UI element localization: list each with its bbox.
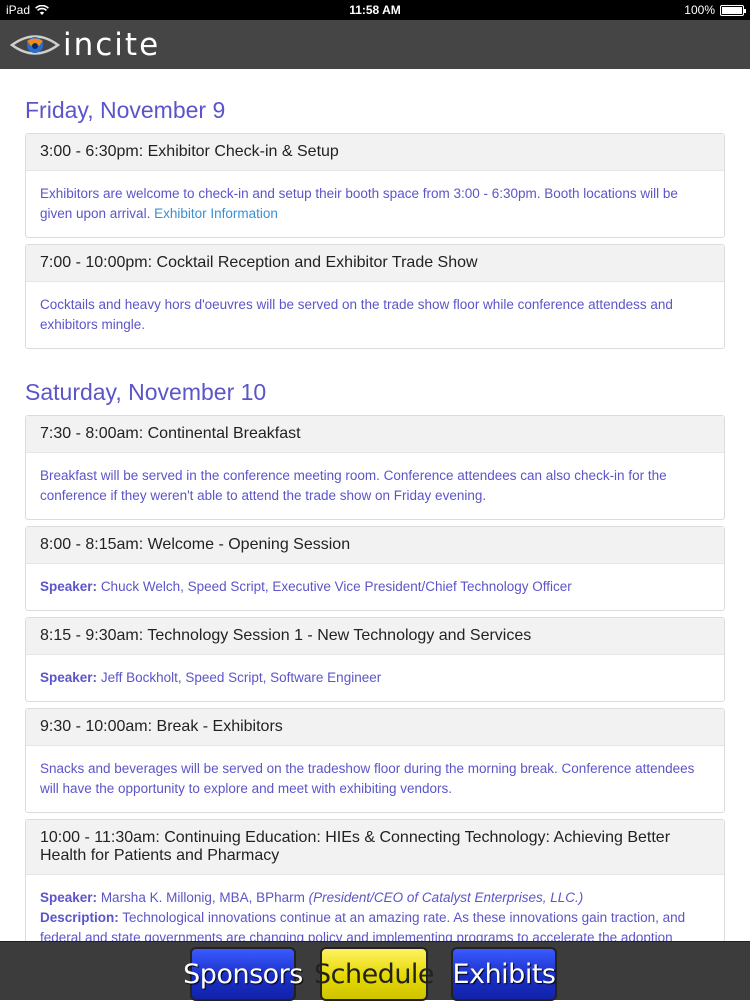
battery-percent: 100% <box>684 3 715 17</box>
speaker-name: Marsha K. Millonig, MBA, BPharm <box>101 890 305 905</box>
speaker-line <box>40 888 710 908</box>
day-heading: Friday, November 9 <box>25 97 725 124</box>
schedule-content[interactable] <box>0 69 750 941</box>
tab-schedule[interactable]: Schedule <box>320 947 428 1001</box>
event-description <box>26 282 724 348</box>
speaker-label: Speaker: <box>40 890 97 905</box>
speaker-label: Speaker: <box>40 670 97 685</box>
app-logo[interactable] <box>10 27 160 63</box>
event-description <box>26 746 724 812</box>
battery-icon <box>720 5 744 16</box>
event-title: 7:30 - 8:00am: Continental Breakfast <box>26 416 724 453</box>
event-body-text: Cocktails and heavy hors d'oeuvres will be served on the trade show floor while conference attendess and exhibitors mingle. <box>40 297 673 332</box>
event-title: 8:00 - 8:15am: Welcome - Opening Session <box>26 527 724 564</box>
status-right <box>684 3 744 17</box>
exhibitor-information-link[interactable]: Exhibitor Information <box>154 206 278 221</box>
bottom-tab-bar <box>0 941 750 1000</box>
speaker-label: Speaker: <box>40 579 97 594</box>
event-description <box>26 453 724 519</box>
event-description <box>26 171 724 237</box>
description-text: Technological innovations continue at an amazing rate. As these innovations gain traction, and federal and state governments are changing policy and implementing programs to accelerate the adoption <box>40 910 685 941</box>
event-title: 8:15 - 9:30am: Technology Session 1 - New Technology and Services <box>26 618 724 655</box>
event-card <box>25 415 725 520</box>
event-title: 3:00 - 6:30pm: Exhibitor Check-in & Setup <box>26 134 724 171</box>
day-heading: Saturday, November 10 <box>25 379 725 406</box>
event-card <box>25 708 725 813</box>
logo-text: incite <box>63 27 160 63</box>
speaker-name: Jeff Bockholt, Speed Script, Software Engineer <box>101 670 381 685</box>
event-card <box>25 819 725 941</box>
event-body-text: Snacks and beverages will be served on the tradeshow floor during the morning break. Conference attendees will have the opportunity to explore and meet with exhibiting vendors. <box>40 761 694 796</box>
event-card <box>25 244 725 349</box>
tab-exhibits[interactable]: Exhibits <box>451 947 557 1001</box>
event-body-text: Breakfast will be served in the conference meeting room. Conference attendees can also check-in for the conference if they weren't able to attend the trade show on Friday evening. <box>40 468 667 503</box>
status-time: 11:58 AM <box>0 3 750 17</box>
event-card <box>25 617 725 702</box>
description-label: Description: <box>40 910 119 925</box>
device-label: iPad <box>6 3 30 17</box>
tab-sponsors[interactable]: Sponsors <box>190 947 296 1001</box>
event-body-text: Exhibitors are welcome to check-in and setup their booth space from 3:00 - 6:30pm. Booth locations will be given upon arrival. <box>40 186 678 221</box>
status-bar <box>0 0 750 20</box>
event-card <box>25 133 725 238</box>
event-title: 7:00 - 10:00pm: Cocktail Reception and Exhibitor Trade Show <box>26 245 724 282</box>
event-speaker <box>26 655 724 701</box>
event-details <box>26 875 724 941</box>
app-header <box>0 20 750 69</box>
speaker-note: (President/CEO of Catalyst Enterprises, LLC.) <box>309 890 584 905</box>
event-title: 10:00 - 11:30am: Continuing Education: HIEs & Connecting Technology: Achieving Better Health for Patients and Pharmacy <box>26 820 724 875</box>
event-card <box>25 526 725 611</box>
event-speaker <box>26 564 724 610</box>
description-line <box>40 908 710 941</box>
event-title: 9:30 - 10:00am: Break - Exhibitors <box>26 709 724 746</box>
eye-logo-icon <box>10 32 60 58</box>
speaker-name: Chuck Welch, Speed Script, Executive Vice President/Chief Technology Officer <box>101 579 572 594</box>
